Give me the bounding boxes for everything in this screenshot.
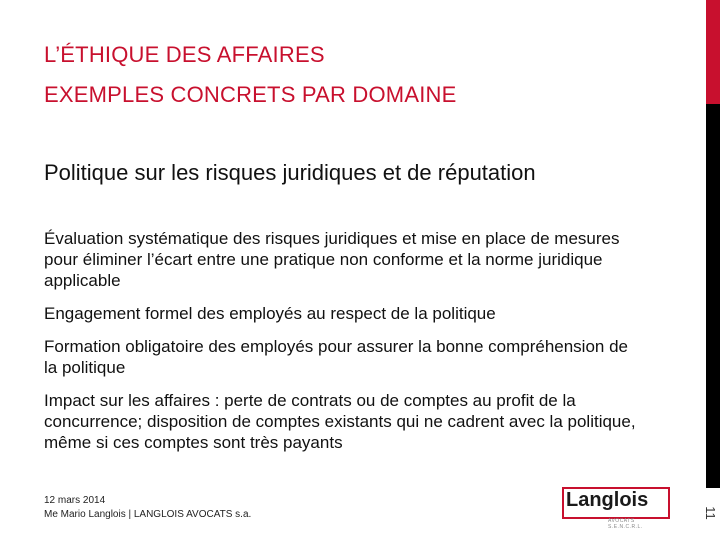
slide-subtitle: EXEMPLES CONCRETS PAR DOMAINE xyxy=(44,82,457,107)
footer xyxy=(44,494,251,522)
slide-title: L’ÉTHIQUE DES AFFAIRES xyxy=(44,42,325,67)
bullet-item: Impact sur les affaires : perte de contrats ou de comptes au profit de la concurrence; disposition de comptes existants qui ne cadrent avec la politique, même si ces comptes sont très payants xyxy=(44,391,636,452)
accent-bar-black xyxy=(706,104,720,488)
bullet-item: Évaluation systématique des risques juridiques et mise en place de mesures pour éliminer l’écart entre une pratique non conforme et la norme juridique applicable xyxy=(44,229,620,290)
page-number: 11 xyxy=(703,506,718,520)
logo-subtext: AVOCATS S.E.N.C.R.L. xyxy=(608,518,643,530)
section-heading: Politique sur les risques juridiques et de réputation xyxy=(44,160,536,185)
accent-bar-red xyxy=(706,0,720,104)
footer-author: Me Mario Langlois | LANGLOIS AVOCATS s.a. xyxy=(44,509,252,520)
bullet-item: Formation obligatoire des employés pour assurer la bonne compréhension de la politique xyxy=(44,337,629,377)
bullet-list xyxy=(44,228,644,465)
bullet-item: Engagement formel des employés au respect de la politique xyxy=(44,304,496,323)
langlois-logo xyxy=(562,487,670,530)
logo-text: Langlois xyxy=(566,489,649,511)
footer-date: 12 mars 2014 xyxy=(44,495,106,506)
